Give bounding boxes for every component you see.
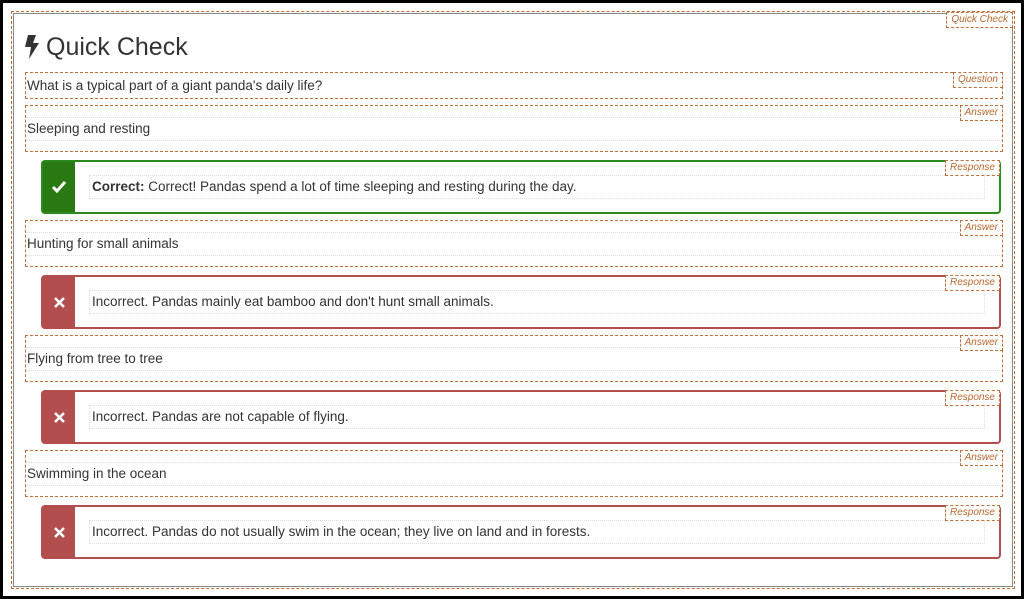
response-status-bar bbox=[43, 507, 75, 557]
response-status-bar bbox=[43, 162, 75, 212]
answer-text: Hunting for small animals bbox=[26, 232, 1002, 256]
response-message bbox=[89, 175, 985, 199]
answer-text: Flying from tree to tree bbox=[26, 347, 1002, 371]
response-incorrect bbox=[41, 505, 1001, 559]
question-text: What is a typical part of a giant panda's daily life? bbox=[27, 78, 323, 93]
response-status-bar bbox=[43, 277, 75, 327]
response-tag: Response bbox=[945, 505, 1000, 521]
question-tag: Question bbox=[953, 72, 1003, 88]
title-text: Quick Check bbox=[46, 32, 188, 61]
question bbox=[25, 72, 1003, 99]
page-title bbox=[24, 32, 188, 62]
response-tag: Response bbox=[945, 160, 1000, 176]
quick-check-frame bbox=[3, 3, 1021, 596]
answer-option[interactable] bbox=[25, 105, 1003, 152]
answer-option[interactable] bbox=[25, 450, 1003, 497]
answer-option[interactable] bbox=[25, 335, 1003, 382]
answer-option[interactable] bbox=[25, 220, 1003, 267]
response-text: Correct! Pandas spend a lot of time sleeping and resting during the day. bbox=[144, 179, 577, 194]
x-icon bbox=[54, 412, 65, 423]
response-prefix: Correct: bbox=[92, 179, 145, 194]
x-icon bbox=[54, 527, 65, 538]
response-incorrect bbox=[41, 390, 1001, 444]
answer-tag: Answer bbox=[960, 450, 1003, 466]
quick-check-tag: Quick Check bbox=[946, 12, 1013, 28]
x-icon bbox=[54, 297, 65, 308]
response-correct bbox=[41, 160, 1001, 214]
response-incorrect bbox=[41, 275, 1001, 329]
response-message: Incorrect. Pandas do not usually swim in the ocean; they live on land and in forests. bbox=[89, 520, 985, 544]
checkmark-icon bbox=[52, 181, 66, 193]
answer-tag: Answer bbox=[960, 105, 1003, 121]
response-status-bar bbox=[43, 392, 75, 442]
answer-tag: Answer bbox=[960, 335, 1003, 351]
answer-text: Sleeping and resting bbox=[26, 117, 1002, 141]
answer-text: Swimming in the ocean bbox=[26, 462, 1002, 486]
response-tag: Response bbox=[945, 275, 1000, 291]
response-message: Incorrect. Pandas mainly eat bamboo and don't hunt small animals. bbox=[89, 290, 985, 314]
answer-tag: Answer bbox=[960, 220, 1003, 236]
lightning-bolt-icon bbox=[24, 35, 40, 59]
response-tag: Response bbox=[945, 390, 1000, 406]
response-message: Incorrect. Pandas are not capable of flying. bbox=[89, 405, 985, 429]
